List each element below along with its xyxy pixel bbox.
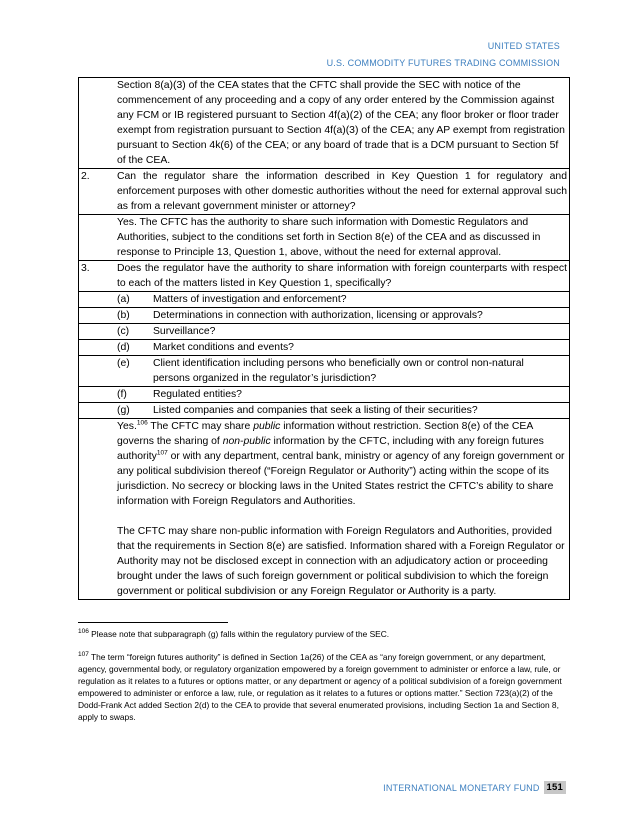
page-number: 151 bbox=[544, 781, 566, 794]
question-text: Does the regulator have the authority to share information with foreign counterparts with respect to each of the matters listed in Key Question 1, specifically? bbox=[117, 261, 570, 292]
sub-item-text: Listed companies and companies that seek a listing of their securities? bbox=[153, 405, 478, 416]
running-header-country: UNITED STATES bbox=[487, 41, 560, 51]
table-row bbox=[79, 324, 570, 340]
continued-answer: Section 8(a)(3) of the CEA states that the CFTC shall provide the SEC with notice of the commencement of any proceeding and a copy of any order entered by the Commission against any FCM or IB registered pursuant to Section 4f(a)(2) of the CEA; any floor broker or floor trader exempt from registration pursuant to Section 4f(a)(3) of the CEA; any AP exempt from registration pursuant to Section 4k(6) of the CEA; or any board of trade that is a DCM pursuant to Section 5f of the CEA. bbox=[117, 78, 570, 169]
footnote: $^{107}$ The term “foreign futures authority” is defined in Section 1a(26) of the CEA as “any foreign government, or any department, agency, governmental body, or regulatory organization empowered by a foreign government to administer or enforce a law, rule, or regulation as it relates to a futures or options matter, or any department or agency of a political subdivision of a foreign government empowered to administer or enforce a law, rule, or regulation as it relates to a futures or options matter.” Section 723(a)(2) of the Dodd-Frank Act added Section 2(d) to the CEA to provide that several enumerated provisions, including Section 1a and Section 8, apply to swaps. bbox=[78, 651, 562, 722]
sub-item-text-continued: persons organized in the regulator’s jurisdiction? bbox=[153, 373, 377, 384]
sub-item-text: Regulated entities? bbox=[153, 389, 242, 400]
table-row bbox=[79, 308, 570, 324]
table-row bbox=[79, 78, 570, 169]
footnote-separator bbox=[78, 622, 228, 623]
table-row bbox=[79, 387, 570, 403]
sub-item-label: (a) bbox=[117, 294, 130, 305]
question-number: 3. bbox=[81, 263, 90, 274]
answer-text: Yes. The CFTC has the authority to share such information with Domestic Regulators and Authorities, subject to the conditions set forth in Section 8(e) of the CEA and as discussed in response to Principle 13, Question 1, above, without the need for external approval. bbox=[117, 215, 570, 261]
principle-table bbox=[78, 77, 570, 600]
answer-paragraph: The CFTC may share non-public information with Foreign Regulators and Authorities, provided that the requirements in Section 8(e) are satisfied. Information shared with a Foreign Regulator or Authority may not be disclosed except in connection with an adjudicatory action or proceeding brought under the laws of such foreign government or political subdivision to which the foreign government or political subdivision or any Foreign Regulator or Authority is a party. bbox=[117, 526, 565, 597]
sub-item-text: Determinations in connection with authorization, licensing or approvals? bbox=[153, 310, 483, 321]
table-row bbox=[79, 292, 570, 308]
sub-item-label: (d) bbox=[117, 342, 130, 353]
table-row bbox=[79, 215, 570, 261]
answer-text: Yes.$^{106}$ The CFTC may share public information without restriction. Section 8(e) of the CEA governs the sharing of non-public information by the CFTC, including with any foreign futures authority$^{107}$ or with any department, central bank, ministry or agency of any foreign government or any political subdivision thereof (“Foreign Regulator or Authority”) acting within the scope of its jurisdiction. No secrecy or blocking laws in the United States restrict the CFTC’s ability to share information with Foreign Regulators and Authorities. The CFTC may share non-public information with Foreign Regulators and Authorities, provided that the requirements in Section 8(e) are satisfied. Information shared with a Foreign Regulator or Authority may not be disclosed except in connection with an adjudicatory action or proceeding brought under the laws of such foreign government or political subdivision to which the foreign government or political subdivision or any Foreign Regulator or Authority is a party. bbox=[117, 419, 570, 600]
sub-item-text: Client identification including persons who beneficially own or control non-natural bbox=[153, 358, 524, 369]
sub-item-text: Market conditions and events? bbox=[153, 342, 294, 353]
table-row bbox=[79, 340, 570, 356]
table-row bbox=[79, 356, 570, 387]
table-row bbox=[79, 419, 570, 600]
sub-item-label: (g) bbox=[117, 405, 130, 416]
table-row bbox=[79, 403, 570, 419]
footnote-ref[interactable]: 106 bbox=[136, 419, 148, 427]
footnote: $^{106}$ Please note that subparagraph (g) falls within the regulatory purview of the SEC. bbox=[78, 628, 390, 639]
table-row bbox=[79, 261, 570, 292]
page-footer bbox=[383, 781, 566, 794]
footnote-ref[interactable]: 107 bbox=[156, 449, 168, 457]
sub-item-label: (c) bbox=[117, 326, 130, 337]
footer-org: INTERNATIONAL MONETARY FUND bbox=[383, 782, 540, 793]
table-row bbox=[79, 169, 570, 215]
sub-item-text: Matters of investigation and enforcement? bbox=[153, 294, 347, 305]
sub-item-label: (e) bbox=[117, 358, 130, 369]
question-text: Can the regulator share the information described in Key Question 1 for regulatory and enforcement purposes with other domestic authorities without the need for external approval such as from a relevant government minister or attorney? bbox=[117, 169, 570, 215]
question-number: 2. bbox=[81, 171, 90, 182]
sub-item-label: (f) bbox=[117, 389, 127, 400]
sub-item-text: Surveillance? bbox=[153, 326, 216, 337]
sub-item-label: (b) bbox=[117, 310, 130, 321]
running-header-agency: U.S. COMMODITY FUTURES TRADING COMMISSION bbox=[326, 58, 560, 68]
